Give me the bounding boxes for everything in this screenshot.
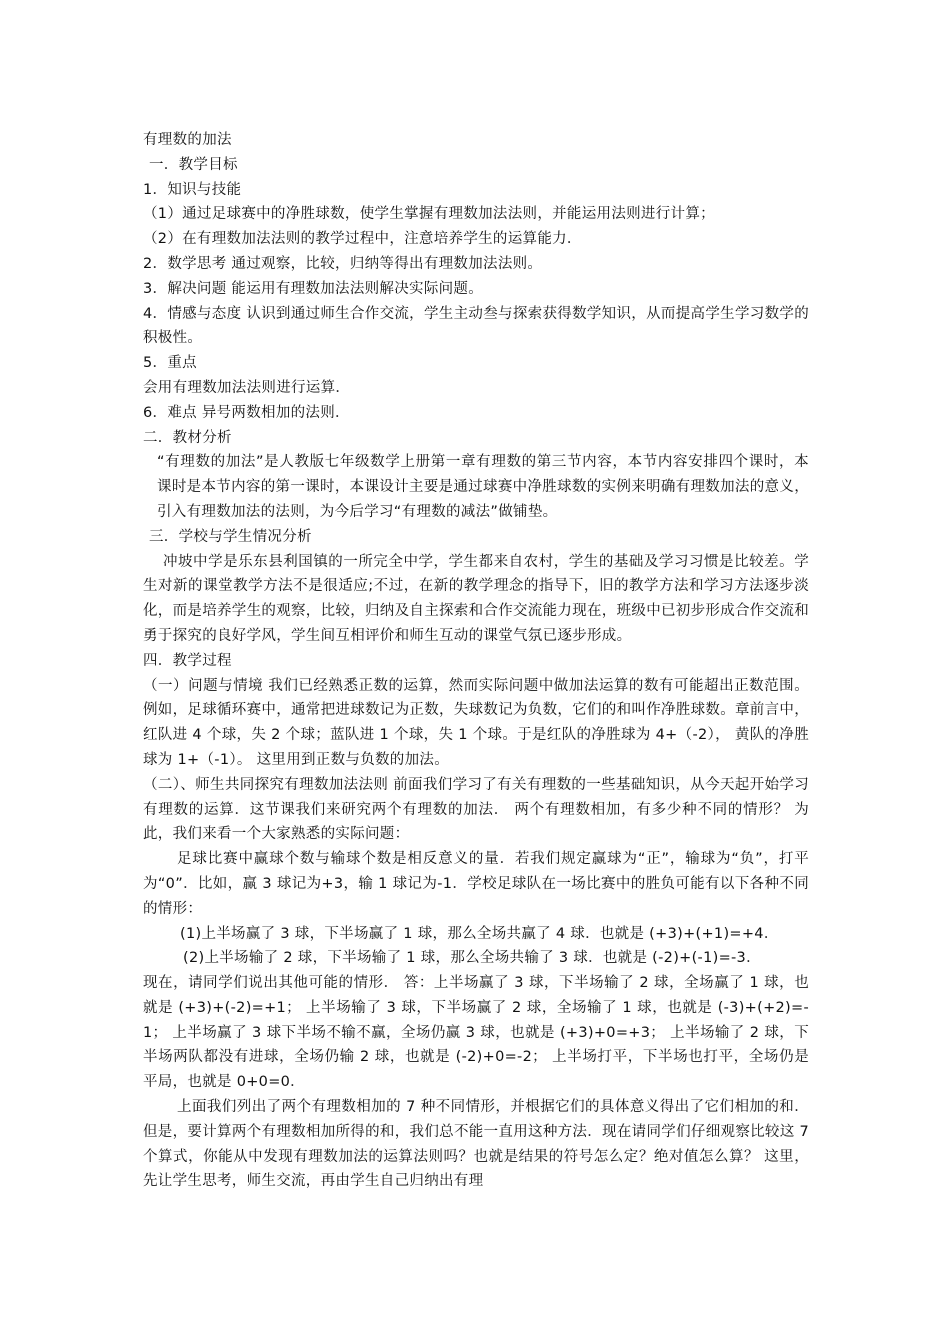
item-3: 3．解决问题 能运用有理数加法法则解决实际问题。 [143,280,484,297]
case-1: (1)上半场赢了 3 球，下半场赢了 1 球，那么全场共赢了 4 球．也就是 (+3)+(+1)=+4． [180,925,779,942]
section-heading-3: 三．学校与学生情况分析 [149,528,312,545]
document-title: 有理数的加法 [143,132,232,148]
section-heading-4: 四．教学过程 [143,652,232,669]
item-2: 2．数学思考 通过观察，比较，归纳等得出有理数加法法则。 [143,255,543,272]
section-heading-1: 一．教学目标 [149,156,238,173]
paragraph-summary: 上面我们列出了两个有理数相加的 7 种不同情形，并根据它们的具体意义得出了它们相加的和．但是，要计算两个有理数相加所得的和，我们总不能一直用这种方法．现在请同学们仔细观察比较这 7 个算式，你能从中发现有理数加法的运算法则吗？也就是结果的符号怎么定？绝对值怎么算？ 这里，先让学生思考，师生交流，再由学生自己归纳出有理 [143,1099,809,1190]
paragraph-problem-context: （一）问题与情境 我们已经熟悉正数的运算，然而实际问题中做加法运算的数有可能超出正数范围。例如，足球循环赛中，通常把进球数记为正数，失球数记为负数，它们的和叫作净胜球数。章前言中，红队进 4 个球，失 2 个球；蓝队进 1 个球，失 1 个球。于是红队的净胜球为 4+（-2）， 黄队的净胜球为 1+（-1）。 这里用到正数与负数的加法。 [143,677,809,768]
item-6: 6．难点 异号两数相加的法则． [143,404,350,421]
paragraph-school-analysis: 冲坡中学是乐东县利国镇的一所完全中学，学生都来自农村，学生的基础及学习习惯是比较差。学生对新的课堂教学方法不是很适应;不过，在新的教学理念的指导下，旧的教学方法和学习方法逐步淡化，而是培养学生的观察，比较，归纳及自主探索和合作交流能力现在，班级中已初步形成合作交流和勇于探究的良好学风，学生间互相评价和师生互动的课堂气氛已逐步形成。 [143,553,809,644]
document-body [143,128,809,1194]
case-2: (2)上半场输了 2 球，下半场输了 1 球，那么全场共输了 3 球．也就是 (-2)+(-1)=-3． [183,950,761,967]
item-5: 5．重点 [143,355,197,372]
paragraph-textbook-analysis: “有理数的加法”是人教版七年级数学上册第一章有理数的第三节内容，本节内容安排四个课时，本课时是本节内容的第一课时，本课设计主要是通过球赛中净胜球数的实例来明确有理数加法的意义，引入有理数加法的法则，为今后学习“有理数的减法”做铺垫。 [157,454,809,520]
section-heading-2: 二．教材分析 [143,429,232,446]
item-1a: （1）通过足球赛中的净胜球数，使学生掌握有理数加法法则，并能运用法则进行计算； [143,206,715,223]
item-4: 4．情感与态度 认识到通过师生合作交流，学生主动叁与探索获得数学知识，从而提高学生学习数学的积极性。 [143,305,809,347]
item-5a: 会用有理数加法法则进行运算． [143,379,351,396]
item-1b: （2）在有理数加法法则的教学过程中，注意培养学生的运算能力． [143,231,582,248]
paragraph-other-cases: 现在，请同学们说出其他可能的情形． 答：上半场赢了 3 球，下半场输了 2 球，全场赢了 1 球，也就是 (+3)+(-2)=+1； 上半场输了 3 球，下半场赢了 2 球，全场输了 1 球，也就是 (-3)+(+2)=-1； 上半场赢了 3 球下半场不输不赢，全场仍赢 3 球，也就是 (+3)+0=+3； 上半场输了 2 球，下半场两队都没有进球，全场仍输 2 球，也就是 (-2)+0=-2； 上半场打平，下半场也打平，全场仍是平局，也就是 0+0=0． [143,975,809,1091]
paragraph-joint-exploration: （二）、师生共同探究有理数加法法则 前面我们学习了有关有理数的一些基础知识，从今天起开始学习有理数的运算．这节课我们来研究两个有理数的加法． 两个有理数相加，有多少种不同的情形？ 为此，我们来看一个大家熟悉的实际问题： [143,776,809,843]
paragraph-football-example: 足球比赛中赢球个数与输球个数是相反意义的量．若我们规定赢球为“正”，输球为“负”，打平为“0”．比如，赢 3 球记为+3，输 1 球记为-1．学校足球队在一场比赛中的胜负可能有以下各种不同的情形： [143,851,809,917]
item-1: 1．知识与技能 [143,181,242,198]
